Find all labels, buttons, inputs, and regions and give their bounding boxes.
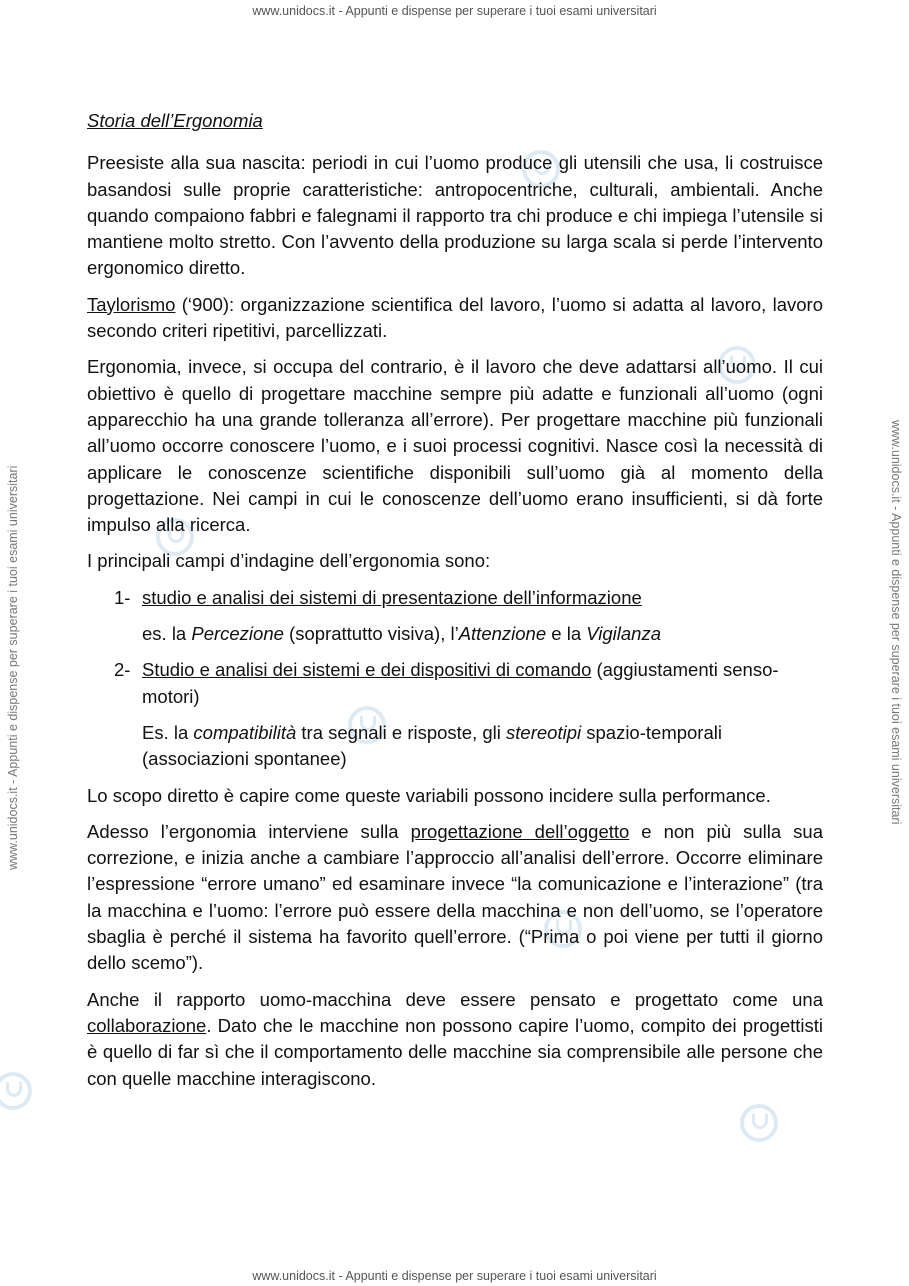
watermark-left: www.unidocs.it - Appunti e dispense per superare i tuoi esami universitari [6,465,20,870]
watermark-bottom: www.unidocs.it - Appunti e dispense per superare i tuoi esami universitari [252,1269,657,1283]
paragraph-ergonomia: Ergonomia, invece, si occupa del contrario, è il lavoro che deve adattarsi all’uomo. Il cui obiettivo è quello di progettare macchine sempre più adatte e funzionali all’uomo (ogni apparecchio ha una grande tolleranza all’errore). Per progettare macchine più funzionali all’uomo occorre conoscere l’uomo, e i suoi processi cognitivi. Nasce così la necessità di applicare le conoscenze scientifiche disponibili sull’uomo già al momento della progettazione. Nei campi in cui le conoscenze dell’uomo erano insufficienti, si dà forte impulso alla ricerca. [87,356,823,536]
paragraph-taylorismo [87,292,823,345]
list-number: 2- [114,659,131,681]
example-term: stereotipi [506,721,582,743]
example-text: tra segnali e risposte, gli [296,721,507,743]
paragraph-progettazione [87,819,823,977]
list-number: 1- [114,586,131,608]
list-item [87,657,823,710]
collaborazione-term: collaborazione [87,1014,207,1036]
progettazione-text: Adesso l’ergonomia interviene sulla [87,820,411,842]
list-item-heading: studio e analisi dei sistemi di presentazione dell’informazione [142,586,642,608]
collaborazione-text: . Dato che le macchine non possono capire l’uomo, compito dei progettisti è quello di far sì che il comportamento delle macchine sia comprensibile alle persone che con quelle macchine interagiscono. [87,1014,823,1089]
watermark-logo-icon [740,1104,778,1142]
example-text: es. la [142,623,192,645]
paragraph-collaborazione [87,987,823,1092]
watermark-right: www.unidocs.it - Appunti e dispense per superare i tuoi esami universitari [889,420,903,825]
example-text: spazio-temporali (associazioni spontanee) [142,721,722,770]
watermark-logo-icon [0,1072,32,1110]
document-title: Storia dell’Ergonomia [87,110,263,131]
paragraph-campi-intro: I principali campi d’indagine dell’ergonomia sono: [87,550,491,572]
taylorismo-term: Taylorismo [87,293,176,315]
example-term: Attenzione [458,623,547,645]
example-term: compatibilità [193,721,297,743]
list-item-heading: Studio e analisi dei sistemi e dei dispositivi di comando [142,659,592,681]
paragraph-scopo: Lo scopo diretto è capire come queste variabili possono incidere sulla performance. [87,784,771,806]
list-item-tail: (aggiustamenti senso-motori) [142,659,779,707]
document-body [87,108,823,1102]
progettazione-text: e non più sulla sua correzione, e inizia anche a cambiare l’approccio all’analisi dell’errore. Occorre eliminare l’espressione “errore umano” ed esaminare invece “la comunicazione e l’interazione” (tra la macchina e l’uomo: l’errore può essere della macchina e non dell’uomo, se l’operatore sbaglia è perché il sistema ha favorito quell’errore. (“Prima o poi viene per tutti il giorno dello scemo”). [87,820,823,974]
list-item-example [87,720,823,773]
list-item [87,585,823,611]
watermark-top: www.unidocs.it - Appunti e dispense per superare i tuoi esami universitari [252,4,657,18]
progettazione-term: progettazione dell’oggetto [410,820,630,842]
example-text: e la [546,623,587,645]
taylorismo-text: (‘900): organizzazione scientifica del lavoro, l’uomo si adatta al lavoro, lavoro secondo criteri ripetitivi, parcellizzati. [87,293,823,342]
example-text: Es. la [142,721,194,743]
collaborazione-text: Anche il rapporto uomo-macchina deve essere pensato e progettato come una [87,988,823,1010]
example-term: Percezione [191,623,284,645]
example-text: (soprattutto visiva), l’ [283,623,459,645]
paragraph-origins: Preesiste alla sua nascita: periodi in cui l’uomo produce gli utensili che usa, li costruisce basandosi sulle proprie caratteristiche: antropocentriche, culturali, ambientali. Anche quando compaiono fabbri e falegnami il rapporto tra chi produce e chi impiega l’utensile si mantiene molto stretto. Con l’avvento della produzione su larga scala si perde l’intervento ergonomico diretto. [87,152,823,279]
list-item-example [87,621,823,647]
example-term: Vigilanza [586,623,661,645]
